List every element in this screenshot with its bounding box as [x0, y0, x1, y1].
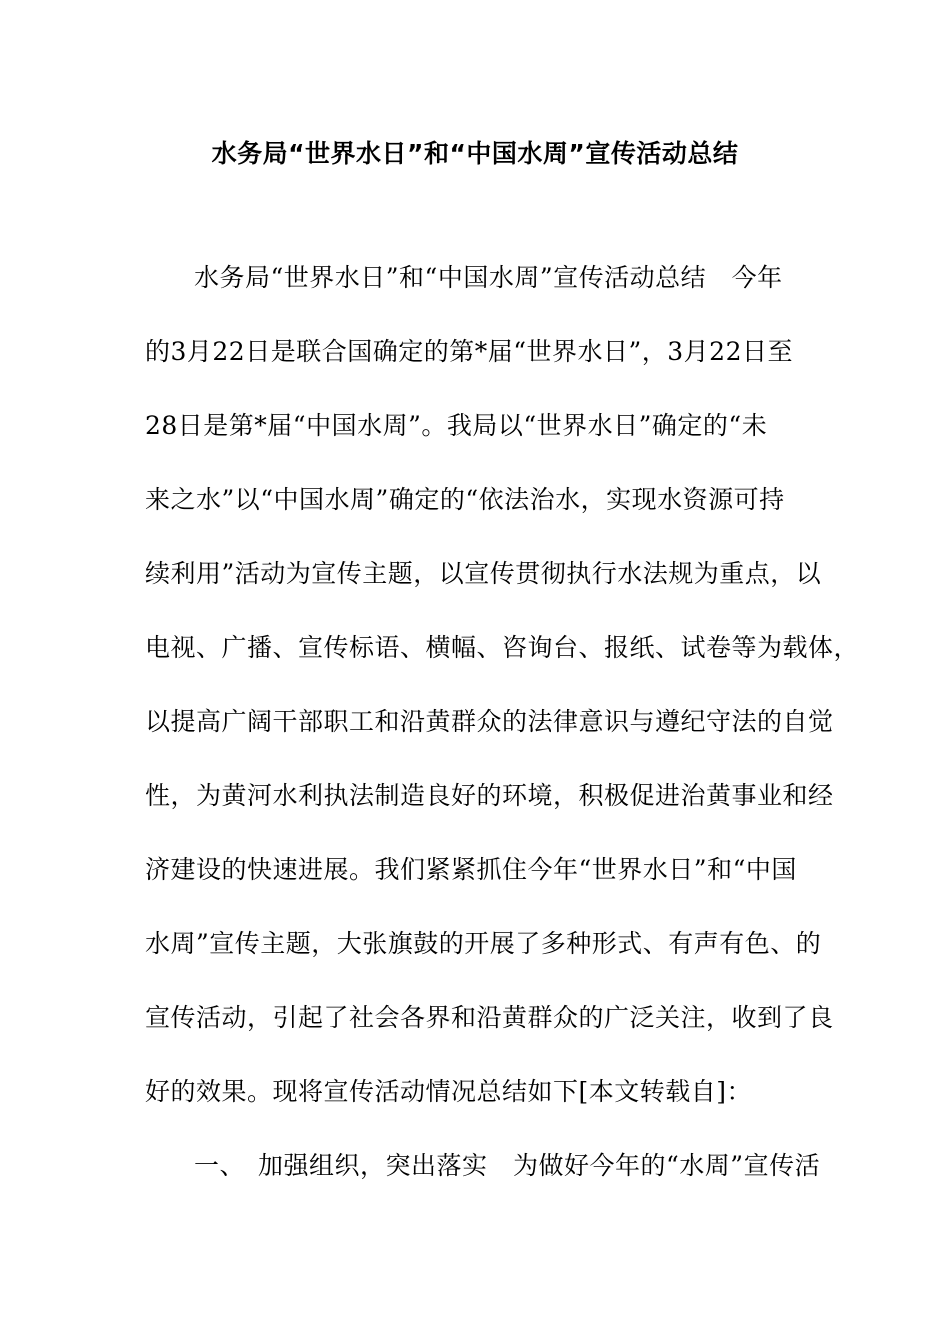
body-line: 的3月22日是联合国确定的第*届“世界水日”，3月22日至 — [145, 337, 793, 366]
section-heading-line: 一、 加强组织，突出落实 为做好今年的“水周”宣传活 — [194, 1151, 821, 1180]
body-line: 济建设的快速进展。我们紧紧抓住今年“世界水日”和“中国 — [145, 855, 797, 884]
body-line: 性，为黄河水利执法制造良好的环境，积极促进治黄事业和经 — [145, 781, 834, 810]
document-title: 水务局“世界水日”和“中国水周”宣传活动总结 — [211, 139, 739, 168]
body-line: 续利用”活动为宣传主题，以宣传贯彻执行水法规为重点，以 — [145, 559, 822, 588]
body-line: 来之水”以“中国水周”确定的“依法治水，实现水资源可持 — [145, 485, 785, 514]
body-line: 电视、广播、宣传标语、横幅、咨询台、报纸、试卷等为载体， — [145, 633, 860, 662]
body-line: 水周”宣传主题，大张旗鼓的开展了多种形式、有声有色、的 — [145, 929, 822, 958]
body-line: 宣传活动，引起了社会各界和沿黄群众的广泛关注，收到了良 — [145, 1003, 834, 1032]
body-line: 以提高广阔干部职工和沿黄群众的法律意识与遵纪守法的自觉 — [145, 707, 834, 736]
body-line: 28日是第*届“中国水周”。我局以“世界水日”确定的“未 — [145, 411, 768, 440]
body-line: 好的效果。现将宣传活动情况总结如下[本文转载自]： — [145, 1077, 753, 1106]
body-line: 水务局“世界水日”和“中国水周”宣传活动总结 今年 — [194, 263, 783, 292]
